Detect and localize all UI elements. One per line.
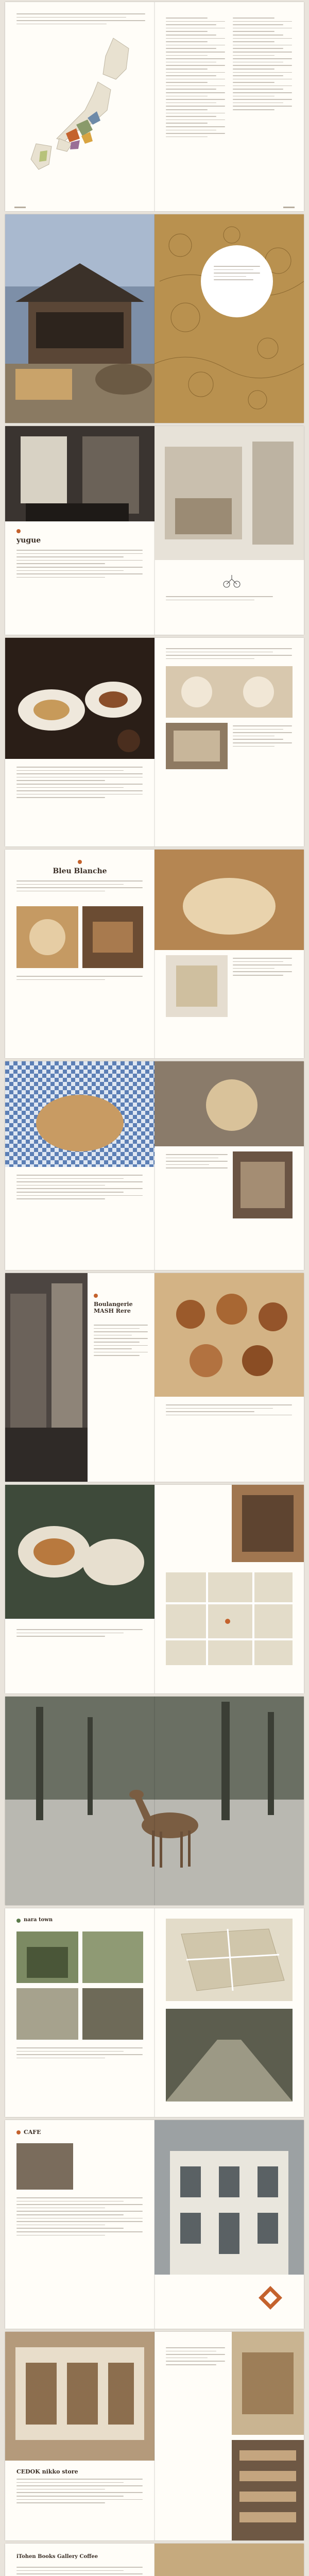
cafe-logo: [258, 2285, 283, 2311]
shop-interior-photo: [166, 723, 228, 769]
page-left: [5, 426, 154, 635]
page-right: [154, 2, 304, 211]
accent-dot: [94, 1294, 98, 1298]
page-left: [5, 638, 154, 846]
page-right: [154, 1061, 304, 1270]
shop-info: [16, 1629, 143, 1639]
spread-11: [5, 2120, 304, 2329]
body-text: [16, 2567, 143, 2576]
page-right: [154, 426, 304, 635]
page-right: [154, 850, 304, 1058]
spread-12: [5, 2332, 304, 2540]
shop-info: [233, 958, 292, 978]
body-text: [16, 550, 143, 580]
caption-text: [166, 596, 292, 603]
store-name: CEDOK nikko store: [16, 2468, 78, 2475]
shopfront-photo: [233, 1151, 293, 1218]
shelf-photo: [166, 955, 228, 1017]
store-name: Bleu Blanche: [53, 867, 107, 875]
street-photo-4: [82, 1988, 143, 2040]
page-right: [154, 1485, 304, 1693]
page-left: [5, 2544, 154, 2576]
body-text: [94, 1325, 148, 1359]
spread-7: [5, 1273, 304, 1482]
page-left: [5, 1273, 154, 1482]
accent-dot: [16, 529, 21, 533]
building-photo: [154, 2120, 304, 2275]
store-name: iTohen Books Gallery Coffee: [16, 2554, 98, 2560]
spread-13: [5, 2544, 304, 2576]
interior-photo: [154, 426, 304, 560]
page-number: [14, 207, 26, 208]
cafe-photo: [16, 2143, 73, 2190]
page-right: [154, 2120, 304, 2329]
side-text: [166, 648, 292, 662]
page-left: [5, 2332, 154, 2540]
hand-bread-photo: [154, 1061, 304, 1146]
page-right: [154, 638, 304, 846]
spread-10: [5, 1908, 304, 2117]
accent-dot: [78, 860, 82, 864]
street-photo-1: [16, 1931, 78, 1983]
spread-1: [5, 2, 304, 211]
store-name: CAFE: [24, 2129, 41, 2136]
bookshelf-photo: [232, 2440, 304, 2540]
body-text: [16, 1175, 143, 1202]
street-photo-3: [16, 1988, 78, 2040]
caption-text: [16, 976, 143, 982]
page-right: [154, 2332, 304, 2540]
body-text: [16, 2479, 143, 2506]
accent-dot: [16, 2130, 21, 2134]
accent-dot: [16, 1919, 21, 1923]
bread-photo: [154, 1273, 304, 1397]
page-number: [283, 207, 295, 208]
shrine-photo: [5, 214, 154, 423]
district-map: [166, 1919, 293, 2001]
shop-info: [233, 725, 292, 749]
spread-3: [5, 426, 304, 635]
body-text: [16, 2197, 143, 2238]
page-left: [5, 1485, 154, 1693]
circle-text: [214, 266, 260, 283]
caption-text: [16, 2047, 143, 2061]
tablecloth-photo: [5, 1061, 154, 1167]
japan-map: [15, 33, 144, 188]
spread-6: [5, 1061, 304, 1270]
page-left: [5, 2120, 154, 2329]
spread-8: [5, 1485, 304, 1693]
bakery-photo-1: [16, 906, 78, 968]
index-col-2: [233, 18, 292, 113]
cafe-window-photo: [5, 426, 154, 521]
intro-text: [16, 13, 145, 27]
breakfast-photo: [5, 638, 154, 759]
spread-5: [5, 850, 304, 1058]
spread-2: [5, 214, 304, 423]
spread-4: [5, 638, 304, 846]
store-name: yugue: [16, 536, 41, 545]
area-map: [166, 1572, 293, 1665]
cafe-counter-photo: [154, 2544, 304, 2576]
page-left: [5, 850, 154, 1058]
body-text: [16, 880, 143, 894]
page-left: [5, 214, 154, 423]
street-photo-2: [82, 1931, 143, 1983]
page-left: [5, 2, 154, 211]
index-col-1: [166, 18, 225, 140]
gutter: [154, 1697, 155, 1905]
dessert-photo: [166, 666, 293, 718]
page-right: [154, 1273, 304, 1482]
spread-9: [5, 1697, 304, 1905]
store-name: Boulangerie MASH Rere: [94, 1301, 133, 1314]
goods-photo: [232, 2332, 304, 2435]
meal-photo: [5, 1485, 154, 1619]
alley-photo: [166, 2009, 293, 2102]
body-text: [16, 767, 143, 801]
interior-photo: [232, 1485, 304, 1562]
cyclist-illustration: [221, 573, 242, 588]
bakery-photo-2: [82, 906, 143, 968]
street-photo: [5, 1273, 88, 1482]
shop-info: [166, 2347, 225, 2368]
shop-photo: [5, 2332, 154, 2461]
page-right: [154, 214, 304, 423]
page-left: [5, 1061, 154, 1270]
shop-info: [166, 1404, 292, 1418]
side-text: [166, 1154, 228, 1171]
page-right: [154, 2544, 304, 2576]
pastry-photo: [154, 850, 304, 950]
page-left: [5, 1908, 154, 2117]
page-right: [154, 1908, 304, 2117]
store-name: nara town: [24, 1917, 53, 1923]
